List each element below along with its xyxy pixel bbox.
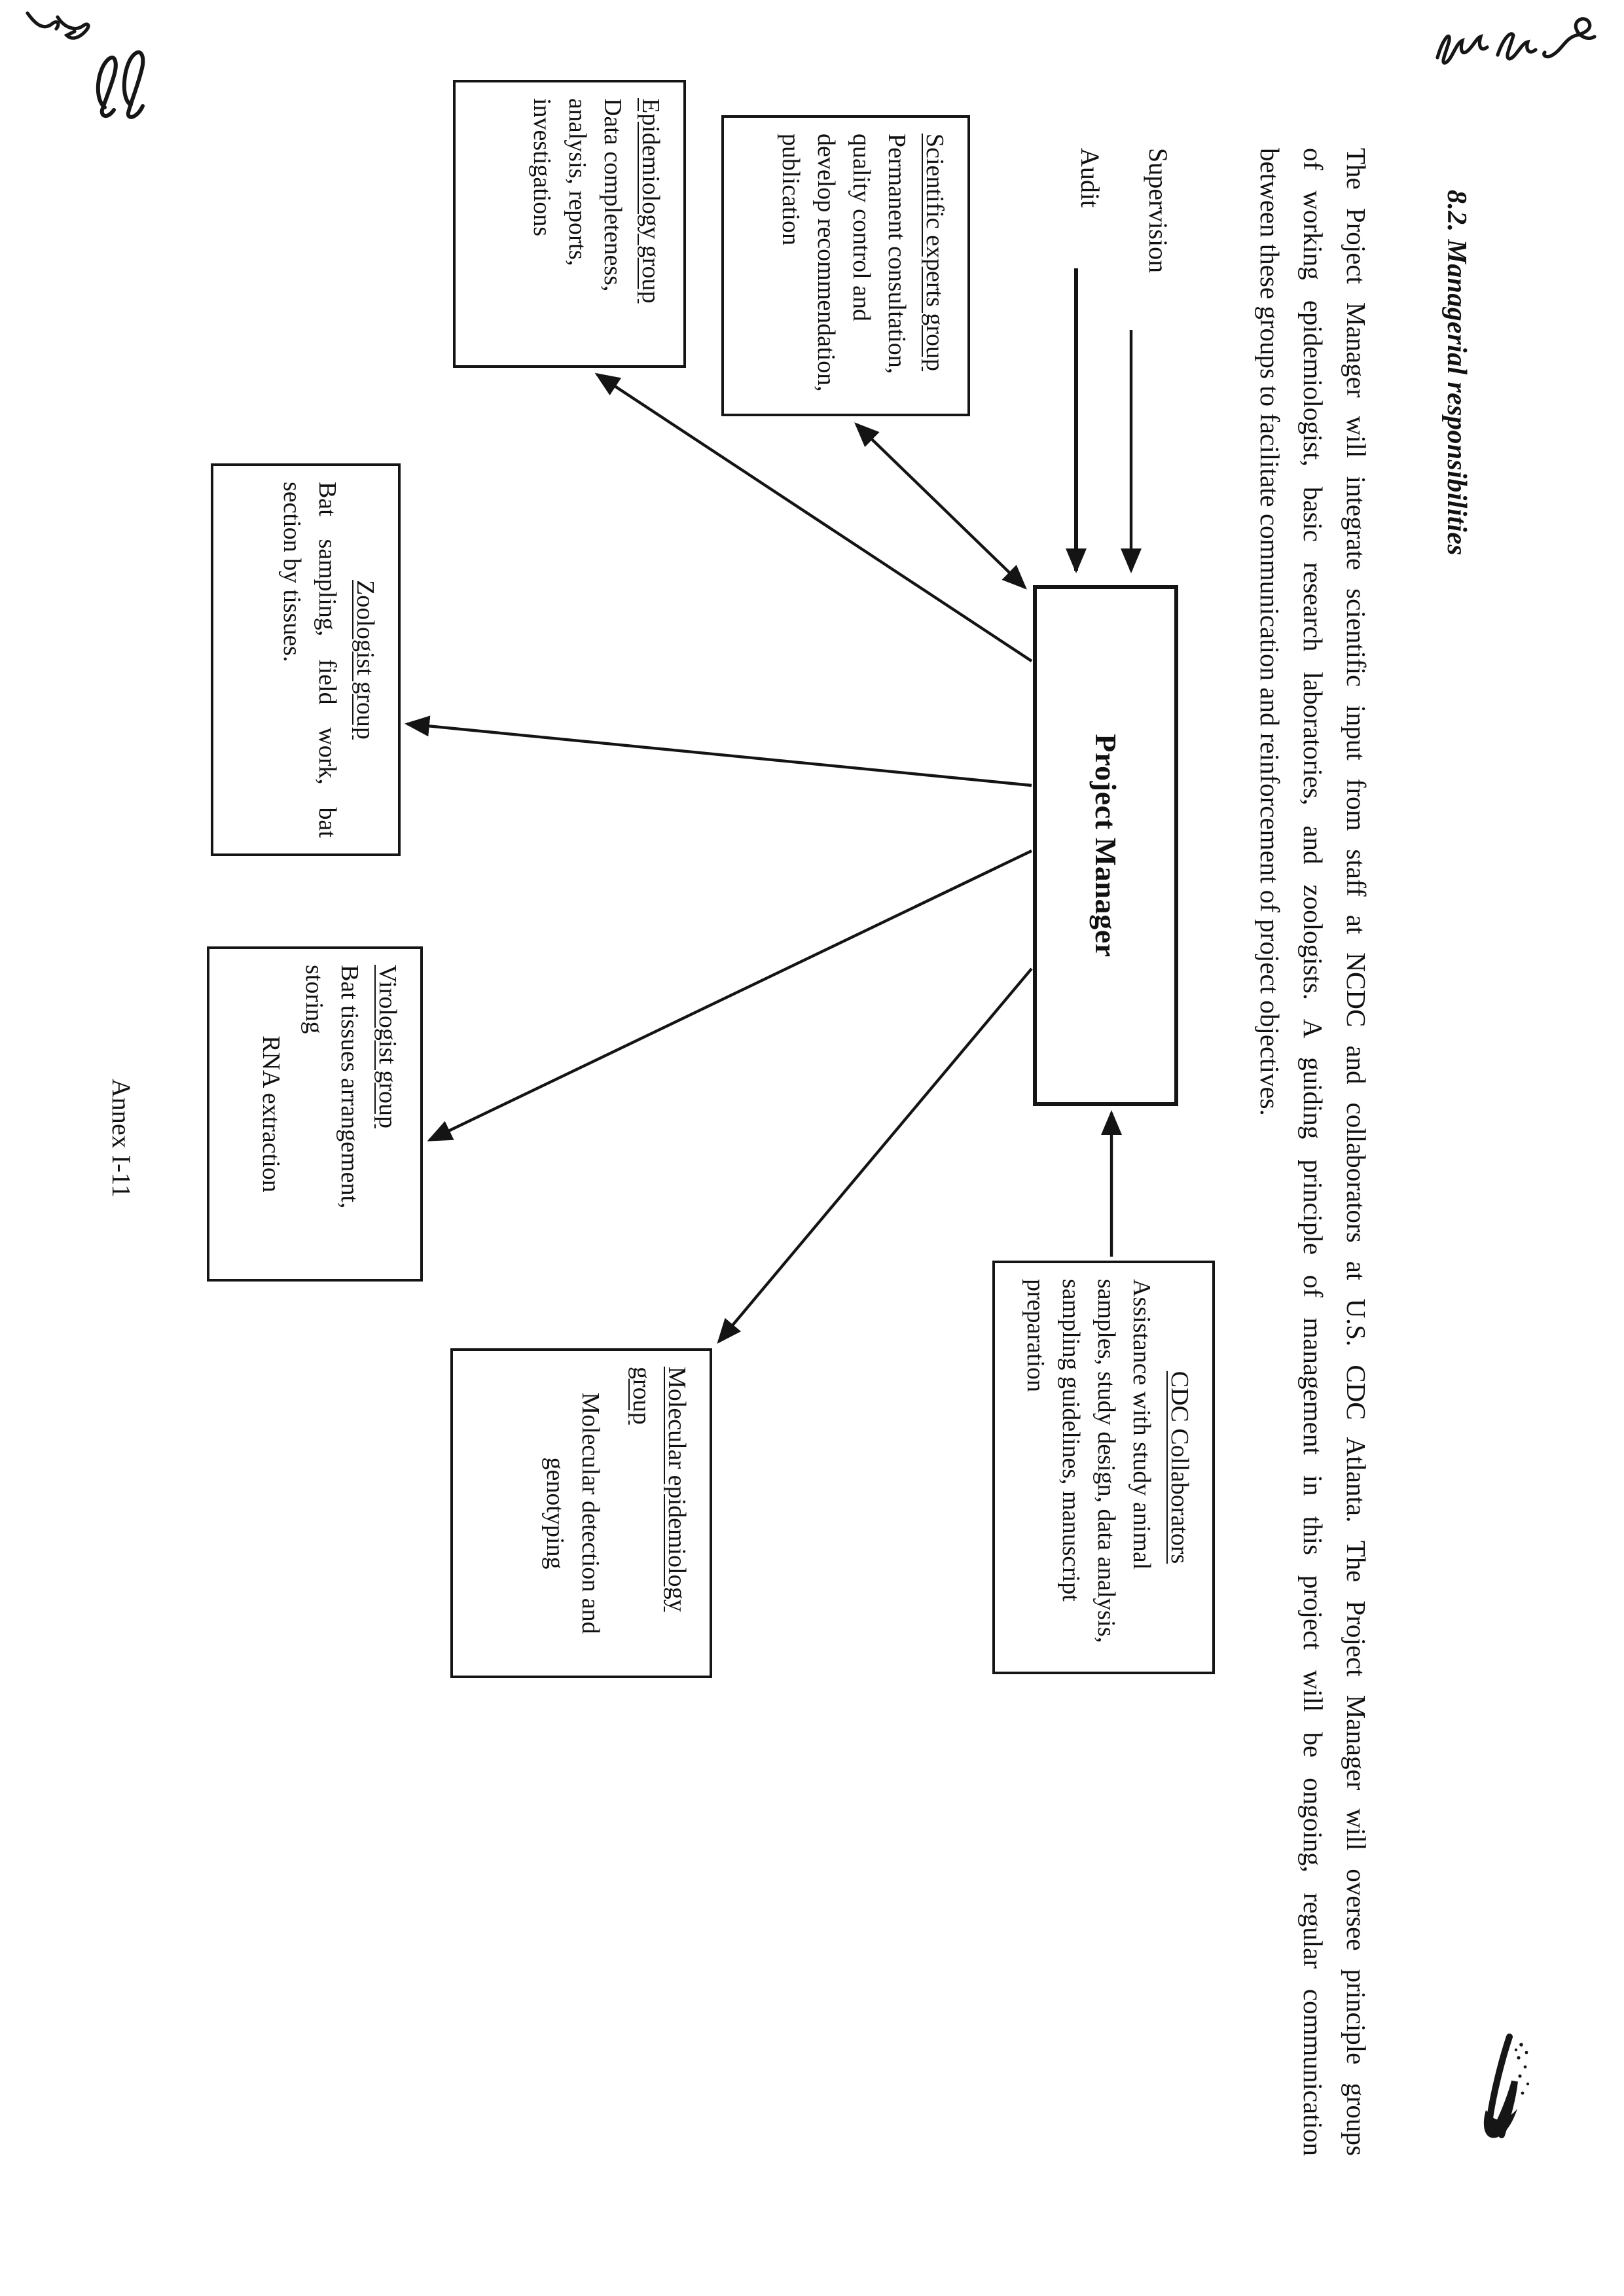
group-title: Scientific experts group [920,134,948,372]
arrow-pm-to-epidemiology [597,374,1032,661]
audit-label: Audit [1075,148,1104,208]
section-heading: 8.2. Managerial responsibilities [1441,190,1473,556]
paragraph-line: of working epidemiologist, basic research laboratories, and zoologists. A guiding principle of management in this project will be ongoing, regular communication [1297,148,1326,2156]
supervision-label: Supervision [1143,148,1172,274]
group-body: Molecular detection and genotyping [541,1392,604,1634]
group-title: CDC Collaborators [1165,1371,1193,1564]
group-body: Data completeness, analysis, reports, investigations [528,98,626,292]
molecular-epidemiology-group-box [450,1348,712,1678]
zoologist-group-box [211,463,401,856]
group-body: Permanent consultation, quality control and develop recommendation, publication [776,134,910,392]
group-body-secondary: RNA extraction [257,1035,284,1193]
group-body: Bat sampling, field work, bat section by tissues. [278,482,340,838]
arrow-pm-to-molecular-epidemiology [719,969,1032,1342]
handwriting-scribble-icon [24,5,99,47]
project-manager-box [1033,585,1178,1106]
scientific-experts-group-box [721,115,970,416]
handwriting-note-icon [1424,13,1600,81]
signature-mark-icon [1464,2032,1532,2147]
project-manager-label: Project Manager [1089,734,1122,958]
group-title: Molecular epidemiology group [627,1367,690,1612]
cdc-collaborators-box [992,1261,1215,1674]
epidemiology-group-box [453,80,686,368]
group-body: Bat tissues arrangement, storing [300,965,363,1209]
paragraph-line: The Project Manager will integrate scientific input from staff at NCDC and collaborators at U.S. CDC Atlanta. The Project Manager will oversee principle groups [1341,148,1369,2156]
group-title: Virologist group [373,965,401,1128]
handwriting-initials-icon [86,47,152,126]
group-title: Epidemiology group [636,98,664,304]
annex-footer-label: Annex I-11 [106,1079,135,1198]
group-title: Zoologist group [351,580,378,740]
virologist-group-box [207,946,423,1282]
group-body: Assistance with study animal samples, study design, data analysis, sampling guidelines, manuscript preparation [1021,1279,1155,1643]
paragraph-line: between these groups to facilitate communication and reinforcement of project objectives. [1254,148,1283,1116]
arrow-pm-to-zoologist [407,724,1032,785]
arrow-pm-to-virologist [429,851,1032,1140]
